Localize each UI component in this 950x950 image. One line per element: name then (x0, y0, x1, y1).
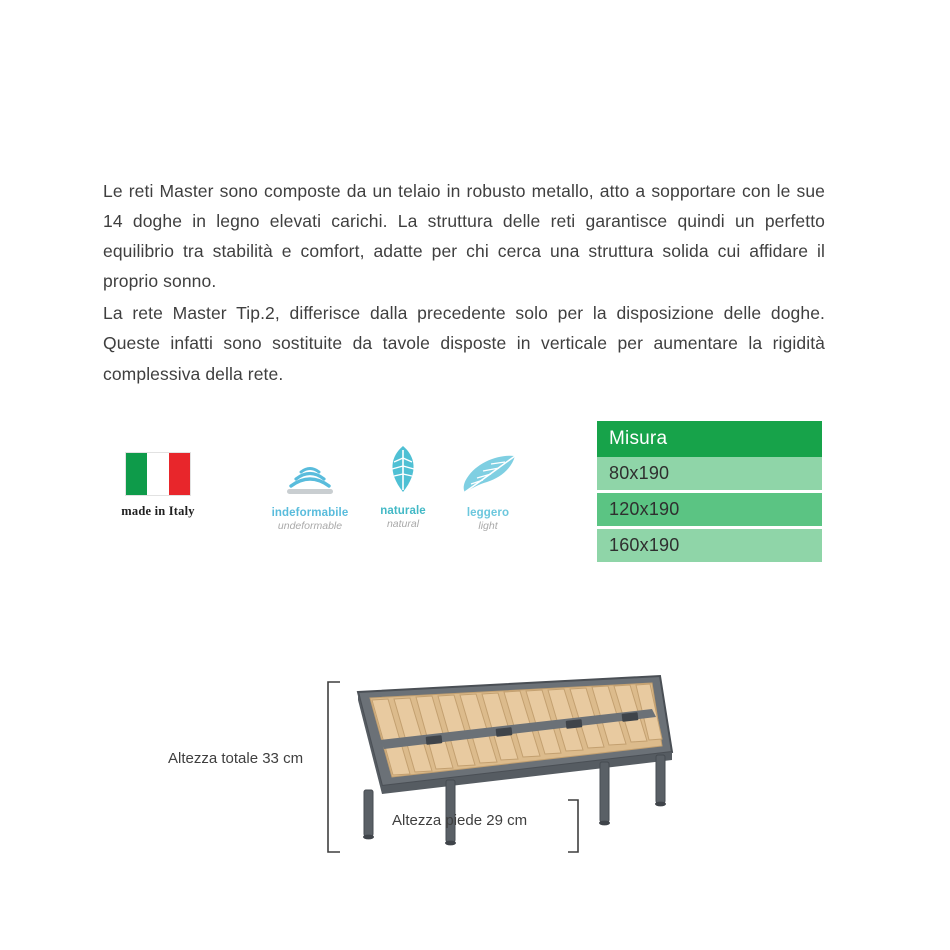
product-description (103, 176, 825, 389)
feature-light (433, 448, 543, 532)
feature-badges (103, 448, 510, 548)
foot-height-label: Altezza piede 29 cm (392, 812, 528, 829)
italian-flag-icon (125, 452, 191, 496)
feature-label-undeformable: indeformabile (271, 507, 349, 519)
feature-label-light: leggero (466, 507, 510, 519)
size-row-1: 80x190 (597, 457, 822, 490)
description-paragraph-1: Le reti Master sono composte da un telaio in robusto metallo, atto a sopportare con le sue 14 doghe in legno elevati carichi. La struttura delle reti garantisce quindi un perfetto equilibrio tra stabilità e comfort, adatte per chi cerca una struttura solida cui affidare il proprio sonno. (103, 181, 825, 292)
feature-sub-natural: natural (386, 518, 420, 530)
product-illustration (168, 640, 920, 890)
feature-sub-undeformable: undeformable (277, 520, 343, 532)
feather-icon (433, 448, 543, 498)
size-row-2: 120x190 (597, 493, 822, 526)
size-table (597, 421, 822, 562)
feature-label-natural: naturale (380, 505, 426, 517)
bed-frame-drawing (300, 640, 920, 890)
foot-height-bracket (568, 800, 578, 852)
size-table-header: Misura (597, 421, 822, 457)
total-height-label: Altezza totale 33 cm (168, 750, 304, 767)
description-paragraph-2: La rete Master Tip.2, differisce dalla precedente solo per la disposizione delle doghe. Queste infatti sono sostituite da tavole disposte in verticale per aumentare la rigidità complessiva della rete. (103, 303, 825, 384)
size-row-3: 160x190 (597, 529, 822, 562)
feature-label-made-in-italy: made in Italy (121, 504, 195, 518)
feature-sub-light: light (478, 520, 498, 532)
feature-made-in-italy (103, 452, 213, 519)
total-height-bracket (328, 682, 340, 852)
